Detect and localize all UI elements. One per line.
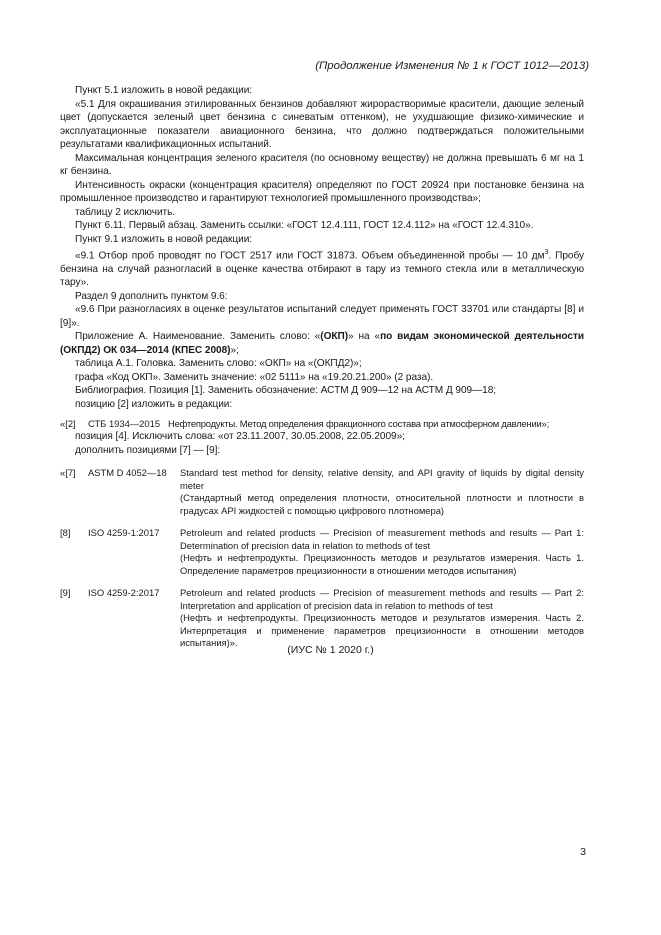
bib-number: «[2] bbox=[60, 418, 76, 430]
paragraph: Максимальная концентрация зеленого красителя (по основному веществу) не должна превышать 6 мг на 1 кг бензина. bbox=[60, 152, 584, 177]
bib-translation: (Нефть и нефтепродукты. Прецизионность методов и результатов измерения. Часть 2. Интерпретация и применение параметров прецизионности в отношении методов испытания)». bbox=[180, 612, 584, 649]
paragraph: Пункт 5.1 изложить в новой редакции: bbox=[75, 85, 253, 96]
bib-number: «[7] bbox=[60, 467, 76, 479]
bib-code: ISO 4259-2:2017 bbox=[88, 587, 160, 599]
paragraph: Пункт 9.1 изложить в новой редакции: bbox=[75, 233, 253, 245]
bib-title: Petroleum and related products — Precision of measurement methods and results — Part 2: Interpretation and application of precision data in relation to methods of test bbox=[180, 587, 584, 611]
bib-title: Petroleum and related products — Precision of measurement methods and results — Part 1: Determination of precision data in relation to methods of test bbox=[180, 527, 584, 551]
page-number: 3 bbox=[580, 846, 586, 858]
superscript: 3 bbox=[544, 249, 549, 256]
paragraph: Библиография. Позиция [1]. Заменить обозначение: АСТМ Д 909—12 на АСТМ Д 909—18; bbox=[75, 385, 497, 397]
text-run: »; bbox=[230, 344, 239, 356]
paragraph: графа «Код ОКП». Заменить значение: «02 5111» на «19.20.21.200» (2 раза). bbox=[75, 371, 434, 383]
paragraph bbox=[60, 330, 584, 357]
bib-code: СТБ 1934—2015 bbox=[88, 418, 161, 430]
text-run: «9.1 Отбор проб проводят по ГОСТ 2517 или ГОСТ 31873. Объем объединенной пробы — 10 дм bbox=[75, 250, 545, 262]
paragraph: позицию [2] изложить в редакции: bbox=[75, 398, 233, 410]
paragraph: дополнить позициями [7] — [9]: bbox=[75, 444, 221, 456]
paragraph: таблица А.1. Головка. Заменить слово: «ОКП» на «(ОКПД2)»; bbox=[75, 358, 362, 370]
bib-translation: (Стандартный метод определения плотности, относительной плотности и плотности в градусах API жидкостей с помощью цифрового плотномера) bbox=[180, 492, 584, 516]
bib-code: ASTM D 4052—18 bbox=[88, 467, 167, 479]
bibliography-entry bbox=[60, 527, 584, 577]
paragraph: «5.1 Для окрашивания этилированных бензинов добавляют жирорастворимые красители, дающие зеленый цвет (допускается зеленый цвет бензина с синеватым оттенком), не ухудшающие физико-химические и эксплуатационные показатели авиационного бензина, что должно подтверждаться положительными результатами квалификационных испытаний. bbox=[60, 98, 584, 150]
bold-text: (ОКП) bbox=[320, 331, 349, 343]
ius-note: (ИУС № 1 2020 г.) bbox=[287, 644, 374, 656]
bib-number: [8] bbox=[60, 527, 71, 539]
document-body bbox=[60, 84, 584, 650]
bib-code: ISO 4259-1:2017 bbox=[88, 527, 160, 539]
bib-title: Нефтепродукты. Метод определения фракционного состава при атмосферном давлении»; bbox=[168, 418, 549, 430]
text-run: . Пробу бензина на случай разногласий в оценке качества отбирают в тару из темного стекла или в металлическую тару». bbox=[60, 250, 584, 289]
paragraph: позиция [4]. Исключить слова: «от 23.11.2007, 30.05.2008, 22.05.2009»; bbox=[75, 431, 405, 443]
bibliography-entry bbox=[60, 417, 584, 430]
paragraph: таблицу 2 исключить. bbox=[75, 206, 176, 218]
text-run: » на « bbox=[348, 331, 381, 343]
bold-text: по видам экономической деятельности (ОКПД2) ОК 034—2014 (КПЕС 2008) bbox=[60, 331, 584, 356]
paragraph: Раздел 9 дополнить пунктом 9.6: bbox=[75, 290, 228, 302]
paragraph: «9.6 При разногласиях в оценке результатов испытаний следует применять ГОСТ 33701 или стандарты [8] и [9]». bbox=[60, 304, 584, 329]
paragraph: Интенсивность окраски (концентрация красителя) определяют по ГОСТ 20924 при постановке бензина на промышленное производство и гарантируют технологией промышленного производства»; bbox=[60, 179, 584, 204]
paragraph: Пункт 6.11. Первый абзац. Заменить ссылки: «ГОСТ 12.4.111, ГОСТ 12.4.112» на «ГОСТ 12.4.310». bbox=[75, 220, 534, 231]
page-header: (Продолжение Изменения № 1 к ГОСТ 1012—2013) bbox=[315, 60, 589, 72]
bibliography-entry bbox=[60, 467, 584, 517]
paragraph bbox=[60, 246, 584, 290]
text-run: Приложение А. Наименование. Заменить слово: « bbox=[75, 331, 321, 343]
bib-translation: (Нефть и нефтепродукты. Прецизионность методов и результатов измерения. Часть 1. Определение параметров прецизионности в отношении методов испытания) bbox=[180, 552, 584, 576]
bibliography-entry bbox=[60, 587, 584, 650]
bib-number: [9] bbox=[60, 587, 71, 599]
bib-title: Standard test method for density, relative density, and API gravity of liquids by digital density meter bbox=[180, 467, 584, 491]
